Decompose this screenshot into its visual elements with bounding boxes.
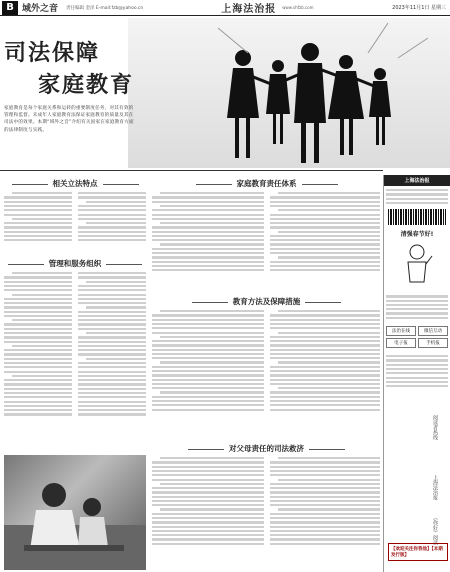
paper-url[interactable]: www.shfzb.com — [282, 5, 314, 10]
editor-meta: 责任编辑 金泽 E-mail:fzb@yahoo.cn — [66, 5, 144, 11]
right-sidebar — [383, 175, 450, 572]
intro-text: 家庭教育是每个家庭关系和运转的重要制度任务，对其有效的管理和监督。未成年人家庭教育法保证家庭教育的质量及其在司法中的效果。本期“域外之音”介绍有关国家在家庭教育方面的法律制度与实践。 — [4, 106, 134, 133]
family-silhouette-image — [128, 18, 450, 168]
section-mark: B — [2, 1, 18, 15]
article-text — [78, 270, 146, 450]
section-heading-methods: 教育方法及保障措施 — [150, 296, 383, 307]
article-text — [270, 455, 380, 570]
barcode — [388, 209, 446, 225]
issue-date: 2023年11月1日 星期三 — [392, 5, 446, 11]
article-text — [152, 308, 264, 438]
section-heading-organization: 管理和服务组织 — [0, 258, 150, 269]
section-heading-judicial-relief: 对父母责任的司法救济 — [150, 443, 383, 454]
sidebar-bottom-box[interactable]: 【欢迎关注你我他】【本期发行版】 — [388, 543, 448, 561]
article-text — [270, 308, 380, 438]
sidebar-head: 上海法治报 — [384, 175, 450, 186]
sidebar-box[interactable]: 法治在线 — [386, 326, 416, 336]
sidebar-text — [384, 352, 450, 390]
divider — [0, 170, 383, 171]
hero-title-line2: 家庭教育 — [38, 72, 135, 98]
sidebar-box[interactable]: 电子报 — [386, 338, 416, 348]
section-title: 域外之音 — [22, 4, 59, 14]
mother-child-photo — [4, 455, 146, 570]
sidebar-box[interactable]: 手机报 — [418, 338, 448, 348]
sidebar-boxes — [386, 326, 448, 348]
hero-title-line1: 司法保障 — [4, 40, 101, 66]
sidebar-note: 清强春节好! — [400, 231, 434, 239]
paper-name: 上海法治报 — [221, 4, 277, 15]
cartoon-figure — [400, 242, 434, 290]
sidebar-box[interactable]: 微信互动 — [418, 326, 448, 336]
article-text — [152, 455, 264, 570]
section-heading-responsibility: 家庭教育责任体系 — [150, 178, 383, 189]
article-text — [4, 270, 72, 450]
article-text — [152, 190, 264, 290]
sidebar-vertical-label: 上海法治报 — [432, 475, 438, 500]
sidebar-text — [384, 292, 450, 322]
masthead — [0, 0, 450, 16]
article-text — [78, 190, 146, 252]
sidebar-text — [384, 186, 450, 207]
section-heading-legislation: 相关立法特点 — [0, 178, 150, 189]
article-text — [270, 190, 380, 290]
article-text — [4, 190, 72, 252]
sidebar-vertical-label: 阅读者热线 — [432, 415, 438, 440]
sidebar-vertical-label: 《你好》阅读 — [432, 515, 438, 545]
